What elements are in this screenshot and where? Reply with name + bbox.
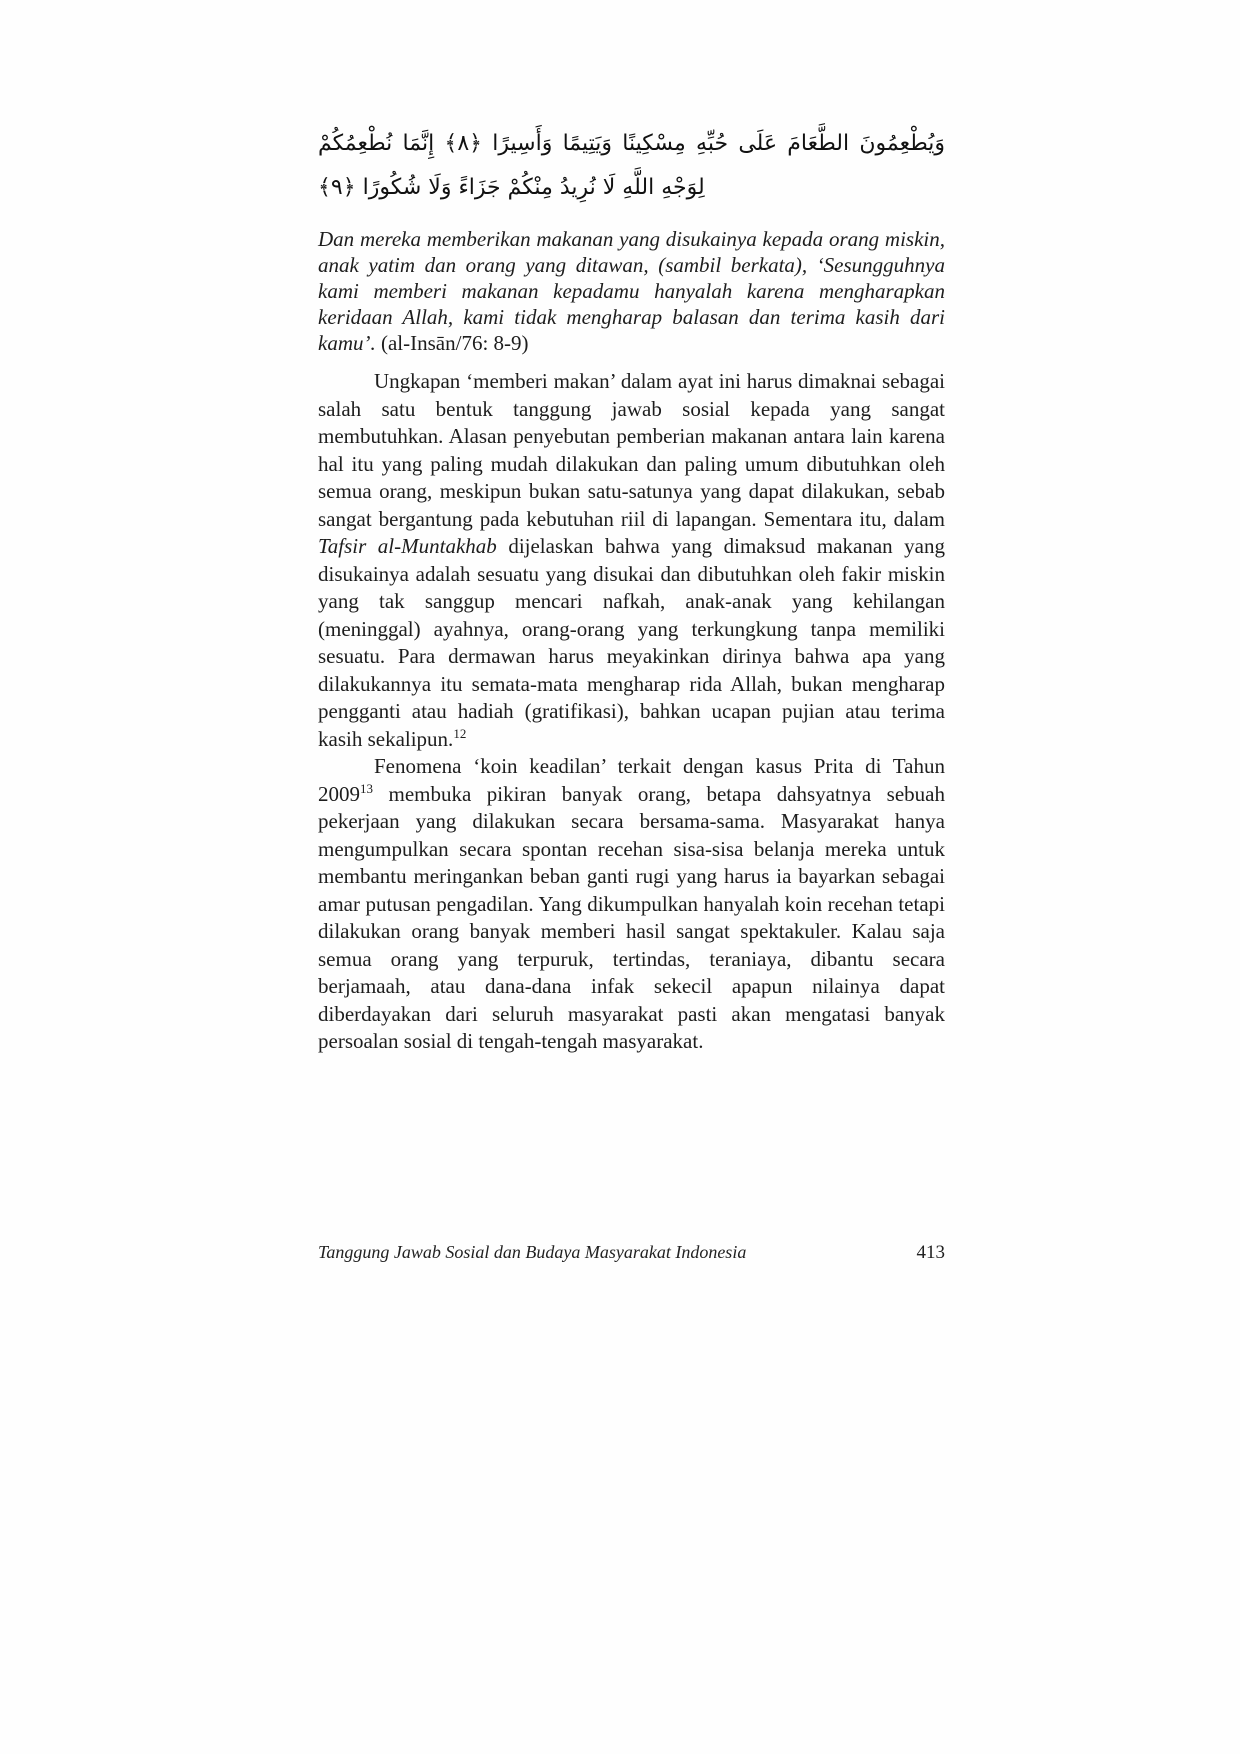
footer-page-number: 413 <box>916 1242 945 1263</box>
footer-running-title: Tanggung Jawab Sosial dan Budaya Masyarakat Indonesia <box>318 1242 747 1262</box>
body-paragraph-2 <box>318 753 945 1056</box>
footnote-ref-12: 12 <box>453 725 467 741</box>
verse-translation-block <box>318 226 945 356</box>
verse-translation-text: Dan mereka memberikan makanan yang disukainya kepada orang miskin, anak yatim dan orang yang ditawan, (sambil berkata), ‘Sesungguhnya kami memberi makanan kepadamu hanyalah karena mengharapkan keridaan Allah, kami tidak mengharap balasan dan terima kasih dari kamu’. <box>318 227 945 355</box>
paragraph-1-text-start: Ungkapan ‘memberi makan’ dalam ayat ini harus dimaknai sebagai salah satu bentuk tanggung jawab sosial kepada yang sangat membutuhkan. Alasan penyebutan pemberian makanan antara lain karena hal itu yang paling mudah dilakukan dan paling umum dibutuhkan oleh semua orang, meskipun bukan satu-satunya yang dapat dilakukan, sebab sangat bergantung pada kebutuhan riil di lapangan. Sementara itu, dalam <box>318 369 945 531</box>
body-paragraph-1 <box>318 368 945 753</box>
page-footer <box>318 1242 945 1264</box>
paragraph-1-text-end: dijelaskan bahwa yang dimaksud makanan yang disukainya adalah sesuatu yang disukai dan dibutuhkan oleh fakir miskin yang tak sanggup mencari nafkah, anak-anak yang kehilangan (meninggal) ayahnya, orang-orang yang terkungkung tanpa memiliki sesuatu. Para dermawan harus meyakinkan dirinya bahwa apa yang dilakukannya itu semata-mata mengharap rida Allah, bukan mengharap pengganti atau hadiah (gratifikasi), bahkan ucapan pujian atau terima kasih sekalipun. <box>318 534 946 751</box>
paragraph-2-text-start: Fenomena ‘koin keadilan’ terkait dengan kasus Prita di Tahun 2009 <box>318 754 945 806</box>
text-column <box>318 122 945 1056</box>
verse-citation: (al-Insān/76: 8-9) <box>380 331 529 355</box>
footnote-ref-13: 13 <box>360 780 373 796</box>
quran-verse-arabic: وَيُطْعِمُونَ الطَّعَامَ عَلَى حُبِّهِ مِسْكِينًا وَيَتِيمًا وَأَسِيرًا ﴿٨﴾ إِنَّمَا نُطْعِمُكُمْ لِوَجْهِ اللَّهِ لَا نُرِيدُ مِنْكُمْ جَزَاءً وَلَا شُكُورًا ﴿٩﴾ <box>318 131 945 200</box>
book-title-inline-tafsir-al-muntakhab: Tafsir al-Muntakhab <box>318 534 497 558</box>
paragraph-2-text-end: membuka pikiran banyak orang, betapa dahsyatnya sebuah pekerjaan yang dilakukan secara bersama-sama. Masyarakat hanya mengumpulkan secara spontan recehan sisa-sisa belanja mereka untuk membantu meringankan beban ganti rugi yang harus ia bayarkan sebagai amar putusan pengadilan. Yang dikumpulkan hanyalah koin recehan tetapi dilakukan orang banyak memberi hasil sangat spektakuler. Kalau saja semua orang yang terpuruk, tertindas, teraniaya, dibantu secara berjamaah, atau dana-dana infak sekecil apapun nilainya dapat diberdayakan dari seluruh masyarakat pasti akan mengatasi banyak persoalan sosial di tengah-tengah masyarakat. <box>318 781 945 1053</box>
